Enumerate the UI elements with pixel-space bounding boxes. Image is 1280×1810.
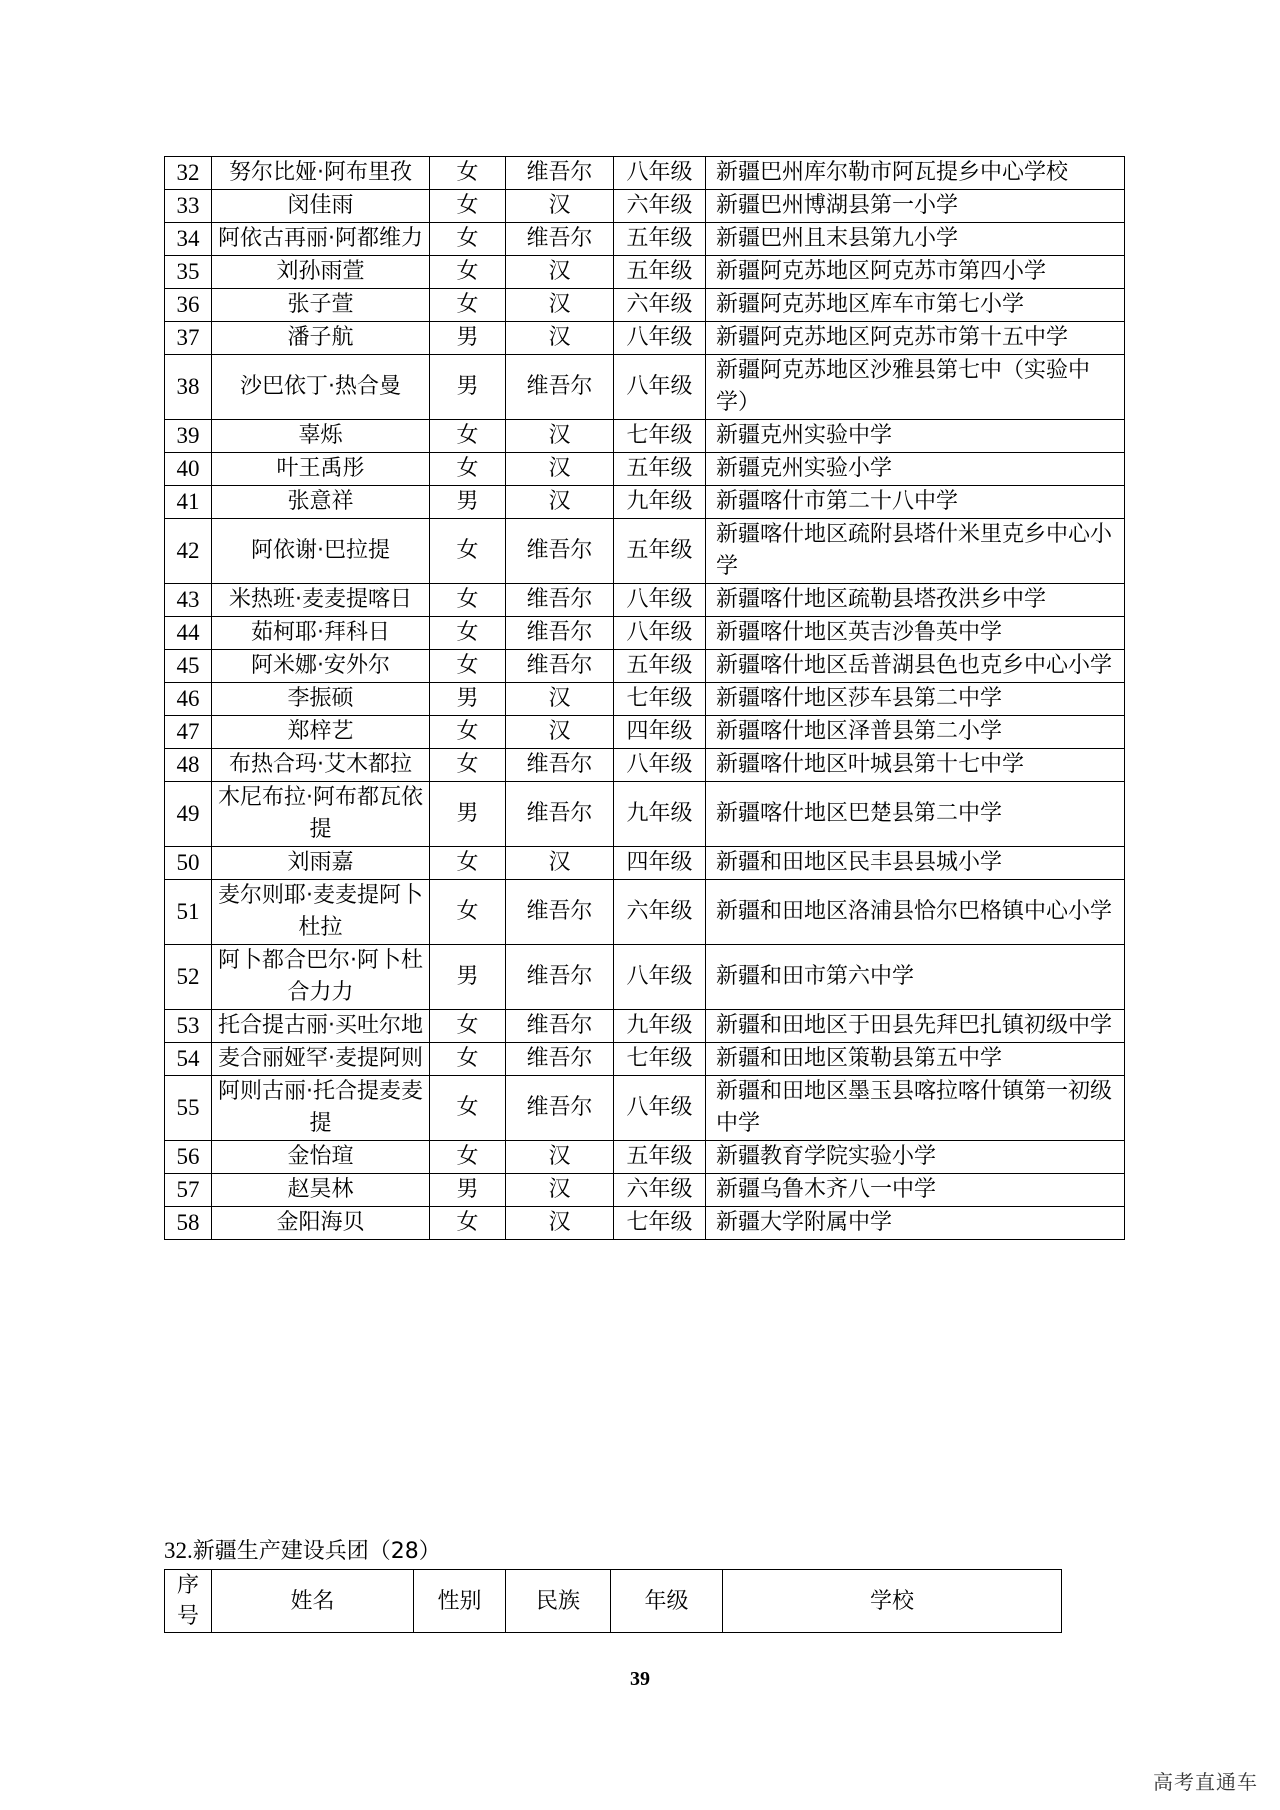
cell-gender: 男 (430, 486, 506, 519)
table-row (165, 1010, 1125, 1043)
cell-school: 新疆喀什地区莎车县第二中学 (706, 683, 1125, 716)
cell-gender: 女 (430, 617, 506, 650)
cell-num: 52 (165, 945, 212, 1010)
table-row (165, 223, 1125, 256)
cell-gender: 女 (430, 256, 506, 289)
header-school: 学校 (723, 1570, 1062, 1633)
cell-gender: 男 (430, 1174, 506, 1207)
cell-name: 李振硕 (212, 683, 430, 716)
cell-grade: 六年级 (614, 1174, 706, 1207)
table-row (165, 453, 1125, 486)
cell-grade: 八年级 (614, 749, 706, 782)
cell-gender: 女 (430, 1076, 506, 1141)
cell-grade: 八年级 (614, 1076, 706, 1141)
cell-gender: 女 (430, 847, 506, 880)
awardee-table (164, 156, 1125, 1240)
cell-school: 新疆和田地区墨玉县喀拉喀什镇第一初级中学 (706, 1076, 1125, 1141)
table-row (165, 289, 1125, 322)
cell-ethnicity: 汉 (506, 256, 614, 289)
cell-gender: 女 (430, 1207, 506, 1240)
cell-ethnicity: 汉 (506, 190, 614, 223)
cell-school: 新疆和田地区策勒县第五中学 (706, 1043, 1125, 1076)
cell-ethnicity: 汉 (506, 420, 614, 453)
cell-grade: 八年级 (614, 945, 706, 1010)
cell-ethnicity: 汉 (506, 486, 614, 519)
cell-school: 新疆喀什地区岳普湖县色也克乡中心小学 (706, 650, 1125, 683)
cell-name: 布热合玛·艾木都拉 (212, 749, 430, 782)
cell-name: 木尼布拉·阿布都瓦依提 (212, 782, 430, 847)
cell-name: 托合提古丽·买吐尔地 (212, 1010, 430, 1043)
header-gender: 性别 (414, 1570, 506, 1633)
cell-school: 新疆喀什地区疏附县塔什米里克乡中心小学 (706, 519, 1125, 584)
cell-name: 阿卜都合巴尔·阿卜杜合力力 (212, 945, 430, 1010)
header-num: 序号 (165, 1570, 212, 1633)
cell-gender: 女 (430, 519, 506, 584)
cell-gender: 女 (430, 1010, 506, 1043)
cell-num: 34 (165, 223, 212, 256)
table-row (165, 716, 1125, 749)
cell-gender: 男 (430, 683, 506, 716)
cell-num: 36 (165, 289, 212, 322)
cell-grade: 五年级 (614, 453, 706, 486)
cell-ethnicity: 维吾尔 (506, 782, 614, 847)
table-row (165, 782, 1125, 847)
cell-name: 刘雨嘉 (212, 847, 430, 880)
section-title-text: 新疆生产建设兵团（28） (192, 1539, 441, 1564)
cell-school: 新疆和田地区民丰县县城小学 (706, 847, 1125, 880)
table-row (165, 1141, 1125, 1174)
cell-num: 57 (165, 1174, 212, 1207)
table-row (165, 847, 1125, 880)
cell-name: 米热班·麦麦提喀日 (212, 584, 430, 617)
cell-gender: 女 (430, 1043, 506, 1076)
cell-school: 新疆巴州且末县第九小学 (706, 223, 1125, 256)
table-row (165, 322, 1125, 355)
cell-grade: 八年级 (614, 355, 706, 420)
cell-school: 新疆喀什市第二十八中学 (706, 486, 1125, 519)
section-number: 32. (164, 1538, 193, 1563)
cell-gender: 女 (430, 716, 506, 749)
cell-ethnicity: 维吾尔 (506, 1010, 614, 1043)
cell-grade: 五年级 (614, 1141, 706, 1174)
cell-num: 46 (165, 683, 212, 716)
table-row (165, 650, 1125, 683)
cell-num: 41 (165, 486, 212, 519)
cell-ethnicity: 维吾尔 (506, 880, 614, 945)
table-row (165, 420, 1125, 453)
cell-name: 阿则古丽·托合提麦麦提 (212, 1076, 430, 1141)
cell-ethnicity: 汉 (506, 847, 614, 880)
cell-name: 潘子航 (212, 322, 430, 355)
cell-ethnicity: 维吾尔 (506, 223, 614, 256)
cell-school: 新疆乌鲁木齐八一中学 (706, 1174, 1125, 1207)
cell-ethnicity: 维吾尔 (506, 617, 614, 650)
table-row (165, 945, 1125, 1010)
table-row (165, 749, 1125, 782)
table-row (165, 584, 1125, 617)
cell-name: 闵佳雨 (212, 190, 430, 223)
table-row (165, 880, 1125, 945)
cell-num: 33 (165, 190, 212, 223)
cell-gender: 女 (430, 650, 506, 683)
cell-school: 新疆喀什地区巴楚县第二中学 (706, 782, 1125, 847)
cell-grade: 八年级 (614, 584, 706, 617)
cell-name: 郑梓艺 (212, 716, 430, 749)
cell-name: 张意祥 (212, 486, 430, 519)
cell-num: 40 (165, 453, 212, 486)
table-row (165, 519, 1125, 584)
cell-school: 新疆喀什地区疏勒县塔孜洪乡中学 (706, 584, 1125, 617)
header-name: 姓名 (212, 1570, 414, 1633)
cell-grade: 八年级 (614, 322, 706, 355)
cell-gender: 女 (430, 1141, 506, 1174)
cell-ethnicity: 汉 (506, 1174, 614, 1207)
page-number: 39 (630, 1668, 650, 1690)
table-row (165, 256, 1125, 289)
cell-name: 阿依谢·巴拉提 (212, 519, 430, 584)
cell-school: 新疆阿克苏地区阿克苏市第四小学 (706, 256, 1125, 289)
cell-gender: 女 (430, 453, 506, 486)
cell-grade: 五年级 (614, 519, 706, 584)
cell-grade: 七年级 (614, 1043, 706, 1076)
cell-grade: 四年级 (614, 847, 706, 880)
cell-school: 新疆和田市第六中学 (706, 945, 1125, 1010)
cell-num: 37 (165, 322, 212, 355)
table-row (165, 1174, 1125, 1207)
cell-name: 叶王禹彤 (212, 453, 430, 486)
table-row (165, 683, 1125, 716)
cell-school: 新疆喀什地区叶城县第十七中学 (706, 749, 1125, 782)
cell-gender: 男 (430, 322, 506, 355)
cell-name: 沙巴依丁·热合曼 (212, 355, 430, 420)
cell-num: 35 (165, 256, 212, 289)
cell-grade: 九年级 (614, 1010, 706, 1043)
cell-school: 新疆克州实验中学 (706, 420, 1125, 453)
cell-num: 42 (165, 519, 212, 584)
section-title (164, 1535, 441, 1568)
cell-name: 赵昊林 (212, 1174, 430, 1207)
cell-name: 刘孙雨萱 (212, 256, 430, 289)
table-row (165, 617, 1125, 650)
cell-name: 麦合丽娅罕·麦提阿则 (212, 1043, 430, 1076)
cell-ethnicity: 维吾尔 (506, 650, 614, 683)
header-grade: 年级 (611, 1570, 723, 1633)
table-row (165, 1207, 1125, 1240)
cell-gender: 女 (430, 880, 506, 945)
cell-grade: 八年级 (614, 617, 706, 650)
cell-grade: 七年级 (614, 420, 706, 453)
cell-ethnicity: 维吾尔 (506, 355, 614, 420)
cell-ethnicity: 维吾尔 (506, 519, 614, 584)
cell-num: 50 (165, 847, 212, 880)
cell-school: 新疆克州实验小学 (706, 453, 1125, 486)
cell-name: 努尔比娅·阿布里孜 (212, 157, 430, 190)
cell-name: 麦尔则耶·麦麦提阿卜杜拉 (212, 880, 430, 945)
cell-school: 新疆巴州博湖县第一小学 (706, 190, 1125, 223)
watermark: 高考直通车 (1153, 1770, 1258, 1794)
cell-school: 新疆和田地区于田县先拜巴扎镇初级中学 (706, 1010, 1125, 1043)
table-row (165, 157, 1125, 190)
cell-ethnicity: 维吾尔 (506, 584, 614, 617)
table-row (165, 1076, 1125, 1141)
cell-ethnicity: 维吾尔 (506, 749, 614, 782)
table-row (165, 190, 1125, 223)
awardee-table-body (165, 157, 1125, 1240)
cell-num: 44 (165, 617, 212, 650)
cell-grade: 九年级 (614, 782, 706, 847)
table-row (165, 355, 1125, 420)
cell-name: 张子萱 (212, 289, 430, 322)
cell-ethnicity: 汉 (506, 322, 614, 355)
cell-ethnicity: 维吾尔 (506, 945, 614, 1010)
cell-ethnicity: 汉 (506, 683, 614, 716)
cell-gender: 女 (430, 584, 506, 617)
cell-grade: 六年级 (614, 880, 706, 945)
cell-num: 58 (165, 1207, 212, 1240)
cell-name: 阿依古再丽·阿都维力 (212, 223, 430, 256)
cell-gender: 女 (430, 289, 506, 322)
cell-gender: 男 (430, 782, 506, 847)
cell-gender: 女 (430, 420, 506, 453)
cell-ethnicity: 汉 (506, 289, 614, 322)
cell-num: 53 (165, 1010, 212, 1043)
cell-grade: 六年级 (614, 289, 706, 322)
cell-num: 55 (165, 1076, 212, 1141)
cell-school: 新疆阿克苏地区沙雅县第七中（实验中学） (706, 355, 1125, 420)
cell-grade: 八年级 (614, 157, 706, 190)
cell-name: 金阳海贝 (212, 1207, 430, 1240)
cell-gender: 女 (430, 749, 506, 782)
cell-gender: 女 (430, 223, 506, 256)
cell-grade: 五年级 (614, 223, 706, 256)
cell-ethnicity: 维吾尔 (506, 1043, 614, 1076)
cell-ethnicity: 维吾尔 (506, 157, 614, 190)
cell-name: 金怡瑄 (212, 1141, 430, 1174)
cell-name: 茹柯耶·拜科日 (212, 617, 430, 650)
cell-num: 43 (165, 584, 212, 617)
table-row (165, 486, 1125, 519)
cell-num: 51 (165, 880, 212, 945)
cell-school: 新疆喀什地区英吉沙鲁英中学 (706, 617, 1125, 650)
cell-num: 38 (165, 355, 212, 420)
cell-num: 45 (165, 650, 212, 683)
cell-name: 阿米娜·安外尔 (212, 650, 430, 683)
cell-grade: 五年级 (614, 256, 706, 289)
cell-school: 新疆大学附属中学 (706, 1207, 1125, 1240)
cell-num: 47 (165, 716, 212, 749)
cell-ethnicity: 汉 (506, 716, 614, 749)
cell-school: 新疆阿克苏地区库车市第七小学 (706, 289, 1125, 322)
cell-ethnicity: 汉 (506, 453, 614, 486)
cell-school: 新疆巴州库尔勒市阿瓦提乡中心学校 (706, 157, 1125, 190)
cell-gender: 女 (430, 157, 506, 190)
cell-school: 新疆阿克苏地区阿克苏市第十五中学 (706, 322, 1125, 355)
cell-gender: 男 (430, 355, 506, 420)
cell-num: 48 (165, 749, 212, 782)
header-ethnicity: 民族 (506, 1570, 611, 1633)
cell-num: 56 (165, 1141, 212, 1174)
cell-gender: 男 (430, 945, 506, 1010)
cell-num: 32 (165, 157, 212, 190)
cell-grade: 九年级 (614, 486, 706, 519)
cell-school: 新疆和田地区洛浦县恰尔巴格镇中心小学 (706, 880, 1125, 945)
cell-grade: 七年级 (614, 1207, 706, 1240)
cell-name: 辜烁 (212, 420, 430, 453)
cell-ethnicity: 维吾尔 (506, 1076, 614, 1141)
cell-gender: 女 (430, 190, 506, 223)
cell-num: 54 (165, 1043, 212, 1076)
cell-num: 49 (165, 782, 212, 847)
cell-grade: 四年级 (614, 716, 706, 749)
cell-grade: 六年级 (614, 190, 706, 223)
cell-school: 新疆教育学院实验小学 (706, 1141, 1125, 1174)
cell-grade: 五年级 (614, 650, 706, 683)
cell-grade: 七年级 (614, 683, 706, 716)
header-row (165, 1570, 1062, 1633)
cell-ethnicity: 汉 (506, 1207, 614, 1240)
table-row (165, 1043, 1125, 1076)
bingtuan-table-header (164, 1569, 1062, 1633)
cell-ethnicity: 汉 (506, 1141, 614, 1174)
cell-num: 39 (165, 420, 212, 453)
cell-school: 新疆喀什地区泽普县第二小学 (706, 716, 1125, 749)
